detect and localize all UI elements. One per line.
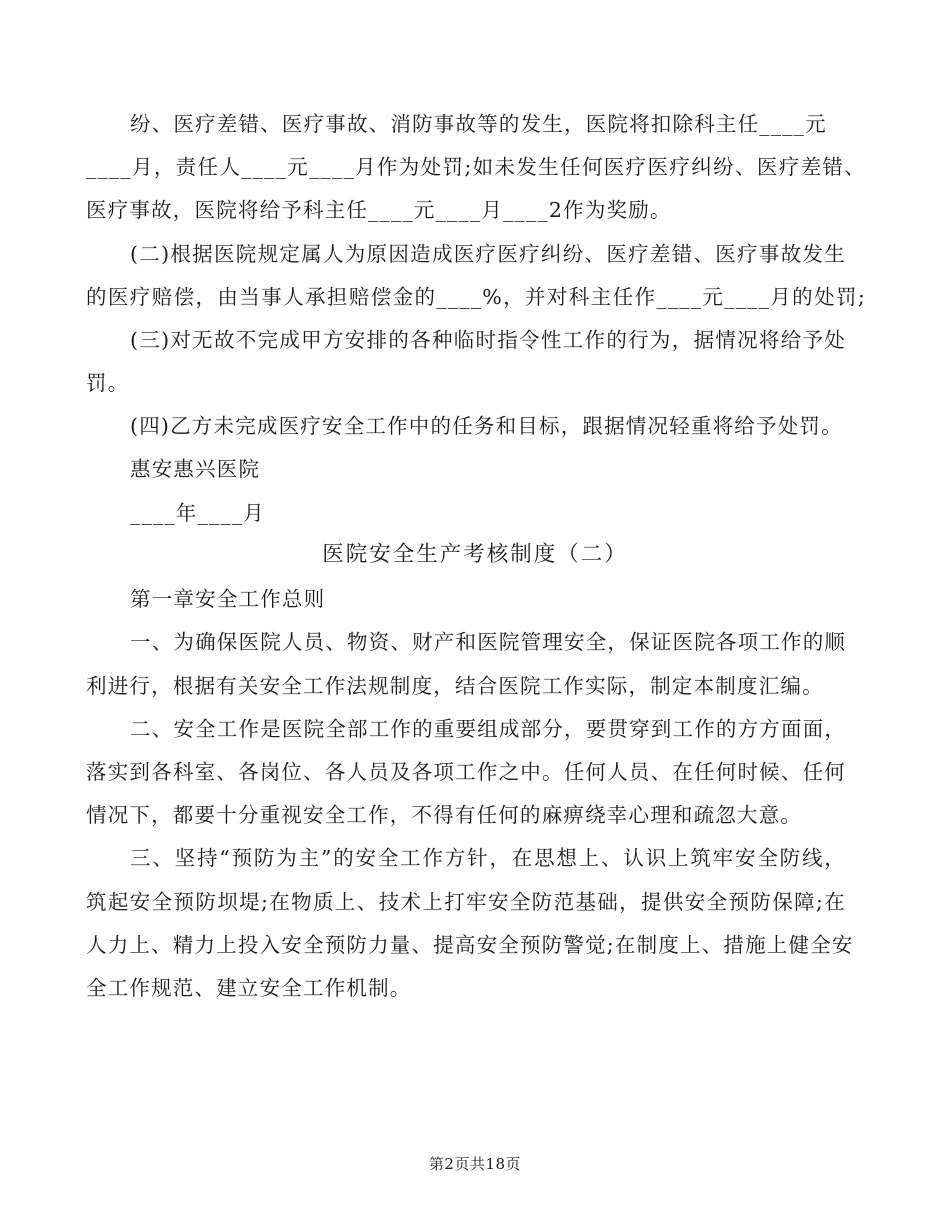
text-line: 纷、医疗差错、医疗事故、消防事故等的发生，医院将扣除科主任____元 [130,112,827,136]
text-line: (二)根据医院规定属人为原因造成医疗医疗纠纷、医疗差错、医疗事故发生 [130,242,846,266]
signature-hospital-name: 惠安惠兴医院 [130,457,261,481]
text-line: 情况下，都要十分重视安全工作，不得有任何的麻痹绕幸心理和疏忽大意。 [86,803,803,827]
signature-date: ____年____月 [130,501,265,525]
page-number-footer: 第2页共18页 [428,1155,522,1173]
text-line: 人力上、精力上投入安全预防力量、提高安全预防警觉;在制度上、措施上健全安 [86,933,854,957]
text-line: 三、坚持“预防为主”的安全工作方针，在思想上、认识上筑牢安全防线， [130,846,846,870]
chapter-heading: 第一章安全工作总则 [130,587,326,611]
text-line: 二、安全工作是医院全部工作的重要组成部分，要贯穿到工作的方方面面， [130,717,847,741]
text-line: 利进行，根据有关安全工作法规制度，结合医院工作实际，制定本制度汇编。 [86,674,824,698]
text-line: (四)乙方未完成医疗安全工作中的任务和目标，跟据情况轻重将给予处罚。 [130,414,843,438]
text-line: 一、为确保医院人员、物资、财产和医院管理安全，保证医院各项工作的顺 [130,630,847,654]
text-line: ____月，责任人____元____月作为处罚;如未发生任何医疗医疗纠纷、医疗差错、 [86,155,866,179]
text-line: 的医疗赔偿，由当事人承担赔偿金的____%，并对科主任作____元____月的处罚; [86,285,866,309]
text-line: 落实到各科室、各岗位、各人员及各项工作之中。任何人员、在任何时候、任何 [86,760,846,784]
text-line: 全工作规范、建立安全工作机制。 [86,976,412,1000]
text-line: 筑起安全预防坝堤;在物质上、技术上打牢安全防范基础，提供安全预防保障;在 [86,890,846,914]
text-line: 罚。 [86,371,130,395]
text-line: (三)对无故不完成甲方安排的各种临时指令性工作的行为，据情况将给予处 [130,328,846,352]
section-title: 医院安全生产考核制度（二） [322,542,628,567]
text-line: 医疗事故，医院将给予科主任____元____月____2作为奖励。 [86,198,672,222]
